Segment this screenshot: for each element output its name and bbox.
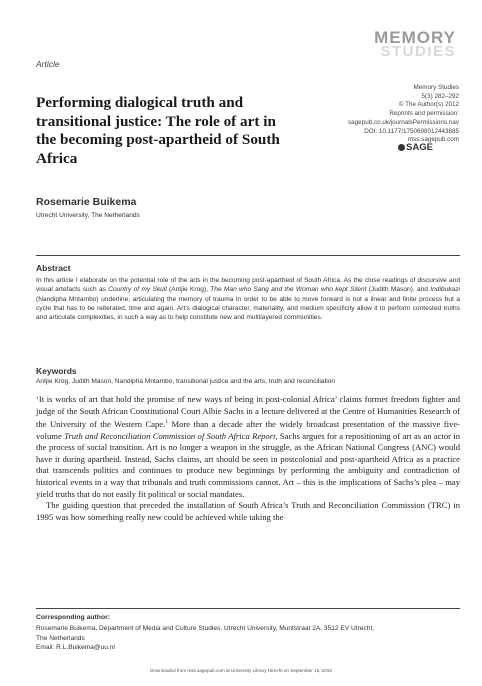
abstract-text: In this article I elaborate on the potential role of the arts in the becoming post-apartheid of South Africa. As the close readings of discursive and visual artefacts such as Country of my Skull (Antjie Krog), The Man who Sang and the Woman who kept Silent (Judith Mason), and Indibukazi (Nandipha Mntambo) underline, articulating the memory of trauma in order to be able to move forward is not a linear and finite process but a cycle that has to be reiterated, time and again. Art’s dialogical character, materiality, and medium specificity allow it to perform contested truths and articulate complexities, in such a way as to help constitute new and multilayered communities. bbox=[36, 277, 460, 322]
abstract-top-rule bbox=[36, 255, 460, 256]
correspondence-rule bbox=[36, 608, 460, 609]
correspondence-line-1: Rosemarie Buikema, Department of Media and Culture Studies, Utrecht University, Muntstraat 2A, 3512 EV Utrecht, bbox=[36, 625, 375, 632]
article-title: Performing dialogical truth and transitional justice: The role of art in the becoming post-apartheid of South Africa bbox=[36, 94, 280, 167]
keywords-text: Antjie Krog, Judith Mason, Nandipha Mntambo, transitional justice and the arts, truth and reconciliation bbox=[36, 378, 336, 385]
meta-volume: 5(3) 282–292 bbox=[421, 92, 459, 100]
meta-site-link[interactable]: mss.sagepub.com bbox=[407, 136, 459, 144]
footnote-ref[interactable]: 1 bbox=[165, 419, 169, 426]
section-label: Article bbox=[36, 59, 60, 69]
sage-circle-icon bbox=[398, 144, 405, 151]
correspondence-details bbox=[36, 624, 460, 653]
meta-journal: Memory Studies bbox=[413, 84, 459, 91]
meta-copyright: © The Author(s) 2012 bbox=[398, 101, 459, 109]
body-paragraph-1: ‘It is works of art that hold the promise of new ways of being in post-colonial Africa’ claims former freedom fighter and judge of the South African Constitutional Court Albie Sachs in a lecture delivered at the Centre of Humanities Research of the University of the Western Cape.$^1$ More than a decade after the widely broadcast presentation of the massive five-volume Truth and Reconciliation Commission of South Africa Report, Sachs argues for a repositioning of art as an actor in the process of social transition. Art is no longer a weapon in the struggle, as the African National Congress (ANC) would have it during apartheid. Instead, Sachs claims, art should be seen in postcolonial and post-apartheid Africa as a practice that transcends politics and continues to produce new beginnings by performing the ambiguity and contradiction of historical events in a way that tribunals and truth commissions cannot. Art – this is the implications of Sachs’s plea – may yield truths that do not easily fit political or social mandates. bbox=[36, 394, 460, 499]
author-affiliation: Utrecht University, The Netherlands bbox=[36, 212, 140, 219]
keywords-heading: Keywords bbox=[36, 366, 77, 376]
journal-meta bbox=[320, 84, 459, 145]
correspondence-heading: Corresponding author: bbox=[36, 614, 111, 621]
meta-reprints: Reprints and permission: bbox=[389, 110, 459, 118]
publisher-logo bbox=[398, 142, 433, 153]
logo-line-1: MEMORY bbox=[374, 28, 456, 47]
meta-doi[interactable]: DOI: 10.1177/1750698012443885 bbox=[364, 127, 459, 135]
body-paragraph-2: The guiding question that preceded the installation of South Africa’s Truth and Reconciliation Commission (TRC) in 1995 was how something really new could be achieved while taking the bbox=[36, 500, 460, 522]
journal-logo bbox=[326, 30, 456, 58]
publisher-name: SAGE bbox=[406, 142, 433, 153]
download-footer: Downloaded from mss.sagepub.com at University Library Utrecht on September 16, 2015 bbox=[150, 668, 332, 673]
abstract-heading: Abstract bbox=[36, 263, 71, 273]
body-text bbox=[36, 394, 460, 523]
correspondence-email[interactable]: Email: R.L.Buikema@uu.nl bbox=[36, 644, 115, 651]
meta-permissions-link[interactable]: sagepub.co.uk/journalsPermissions.nav bbox=[348, 118, 459, 126]
correspondence-line-2: The Netherlands bbox=[36, 634, 85, 642]
logo-line-2: STUDIES bbox=[380, 43, 456, 60]
author-name: Rosemarie Buikema bbox=[36, 196, 137, 208]
